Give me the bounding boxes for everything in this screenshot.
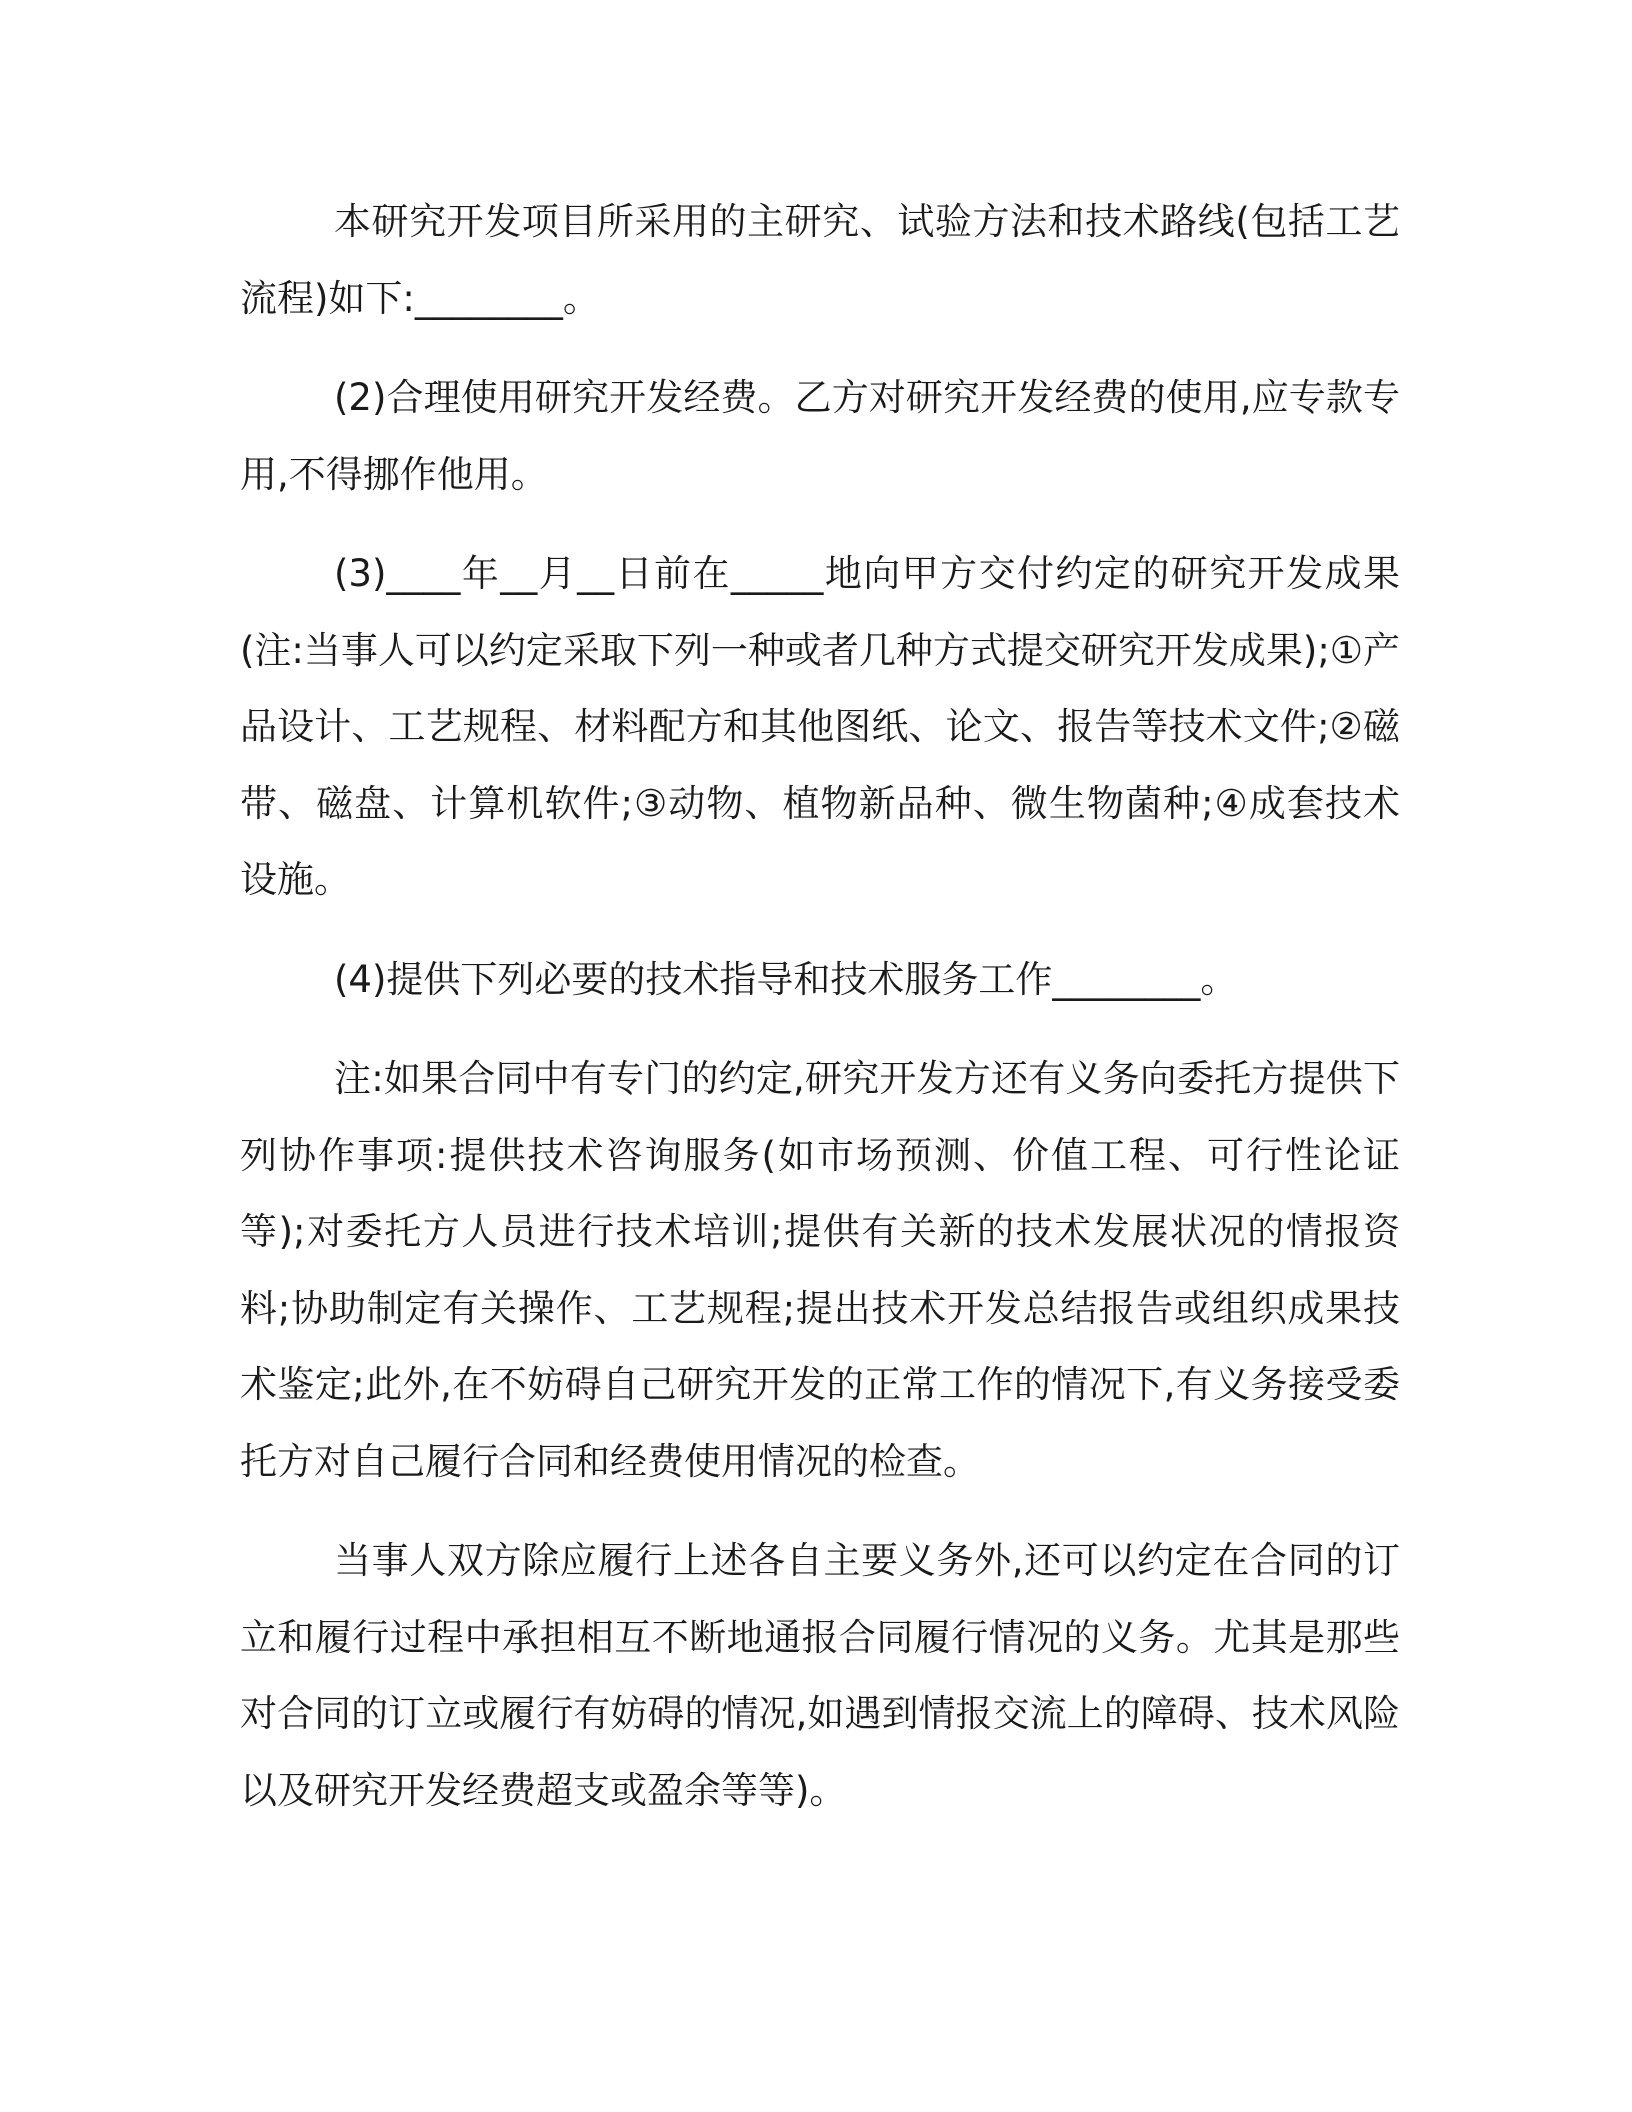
paragraph-deliverables: (3)____年__月__日前在_____地向甲方交付约定的研究开发成果(注:当事人可以约定采取下列一种或者几种方式提交研究开发成果);①产品设计、工艺规程、材料配方和其他图纸、论文、报告等技术文件;②磁带、磁盘、计算机软件;③动物、植物新品种、微生物菌种;④成套技术设施。 — [240, 552, 1400, 901]
paragraph-research-method: 本研究开发项目所采用的主研究、试验方法和技术路线(包括工艺流程)如下:________。 — [240, 200, 1400, 320]
paragraph-note-cooperation: 注:如果合同中有专门的约定,研究开发方还有义务向委托方提供下列协作事项:提供技术咨询服务(如市场预测、价值工程、可行性论证等);对委托方人员进行技术培训;提供有关新的技术发展状况的情报资料;协助制定有关操作、工艺规程;提出技术开发总结报告或组织成果技术鉴定;此外,在不妨碍自己研究开发的正常工作的情况下,有义务接受委托方对自己履行合同和经费使用情况的检查。 — [240, 1057, 1400, 1483]
paragraph-funding-use: (2)合理使用研究开发经费。乙方对研究开发经费的使用,应专款专用,不得挪作他用。 — [240, 376, 1400, 496]
paragraph-mutual-obligations: 当事人双方除应履行上述各自主要义务外,还可以约定在合同的订立和履行过程中承担相互不断地通报合同履行情况的义务。尤其是那些对合同的订立或履行有妨碍的情况,如遇到情报交流上的障碍、技术风险以及研究开发经费超支或盈余等等)。 — [240, 1539, 1400, 1812]
paragraph-technical-guidance: (4)提供下列必要的技术指导和技术服务工作________。 — [334, 957, 1238, 1001]
document-body — [240, 184, 1400, 1852]
